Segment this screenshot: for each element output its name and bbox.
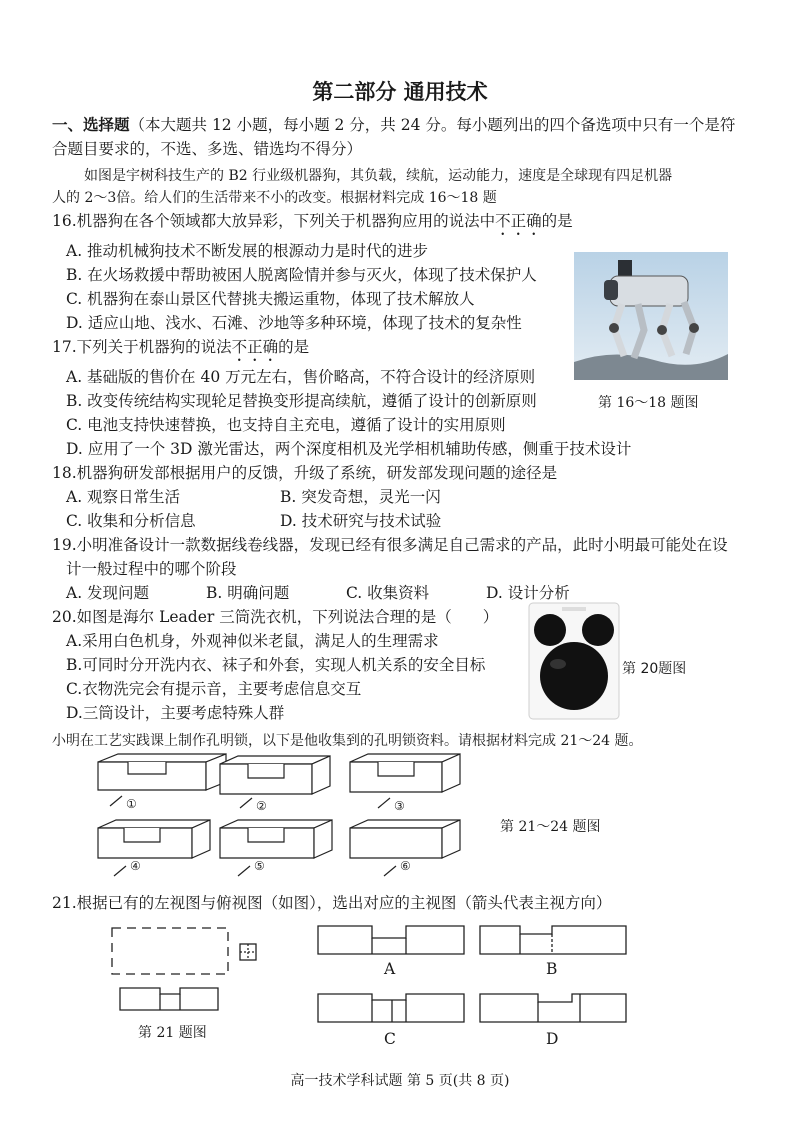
lock-piece-1 [98, 754, 226, 790]
section-heading: 一、选择题 [52, 115, 130, 134]
q16-option-b: B. 在火场救援中帮助被困人脱离险情并参与灭火，体现了技术保护人 [66, 266, 537, 284]
q17-stem-text: 17.下列关于机器狗的说法 [52, 338, 232, 356]
q17-stem [52, 336, 309, 365]
q16-stem-end: 的是 [541, 212, 573, 230]
fig20-caption: 第 20题图 [622, 661, 687, 677]
lock-piece-2 [220, 756, 330, 794]
q19-stem-line1: 19.小明准备设计一款数据线卷线器，发现已经有很多满足自己需求的产品，此时小明最可能处在设 [52, 536, 728, 554]
q19-option-d: D. 设计分析 [486, 584, 570, 602]
robot-dog-photo [574, 252, 728, 380]
q21-choice-c-label: C [384, 1030, 396, 1048]
lock-label-3: ③ [394, 799, 405, 813]
q17-option-c: C. 电池支持快速替换，也支持自主充电，遵循了设计的实用原则 [66, 416, 506, 434]
lock-label-6: ⑥ [400, 859, 411, 873]
page-footer: 高一技术学科试题 第 5 页(共 8 页) [290, 1073, 510, 1089]
material1-line2: 人的 2～3倍。给人们的生活带来不小的改变。根据材料完成 16～18 题 [52, 190, 497, 206]
washing-machine-photo [528, 602, 620, 720]
q16-emphasis: 不正确 [495, 212, 542, 230]
q18-option-b: B. 突发奇想，灵光一闪 [280, 488, 441, 506]
lock-label-5: ⑤ [254, 859, 265, 873]
q16-stem [52, 210, 573, 239]
q21-choice-a-label: A [384, 960, 396, 978]
q19-stem-line2: 计一般过程中的哪个阶段 [66, 560, 237, 578]
lock-piece-4 [98, 820, 210, 858]
lock-label-1: ① [126, 797, 137, 811]
lock-piece-3 [350, 754, 460, 792]
q21-stem: 21.根据已有的左视图与俯视图（如图），选出对应的主视图（箭头代表主视方向） [52, 894, 612, 912]
q21-choice-d-label: D [546, 1030, 559, 1048]
q18-stem: 18.机器狗研发部根据用户的反馈，升级了系统，研发部发现问题的途径是 [52, 464, 558, 482]
q16-option-a: A. 推动机械狗技术不断发展的根源动力是时代的进步 [66, 242, 429, 260]
fig21-24-caption: 第 21～24 题图 [500, 819, 601, 835]
q18-option-d: D. 技术研究与技术试验 [280, 512, 442, 530]
instructions-line1: （本大题共 12 小题，每小题 2 分，共 24 分。每小题列出的四个备选项中只有一个是符 [129, 116, 736, 134]
instructions-line2: 合题目要求的，不选、多选、错选均不得分） [52, 140, 363, 158]
q21-choice-b-view [478, 924, 628, 956]
q20-option-b: B.可同时分开洗内衣、袜子和外套，实现人机关系的安全目标 [66, 656, 486, 674]
q21-choice-d-view [478, 992, 628, 1024]
q20-stem: 20.如图是海尔 Leader 三筒洗衣机，下列说法合理的是（ ） [52, 608, 499, 626]
kongming-lock-figures [88, 752, 478, 882]
q20-option-d: D.三筒设计，主要考虑特殊人群 [66, 704, 285, 722]
q16-option-c: C. 机器狗在泰山景区代替挑夫搬运重物，体现了技术解放人 [66, 290, 475, 308]
q17-option-d: D. 应用了一个 3D 激光雷达，两个深度相机及光学相机辅助传感，侧重于技术设计 [66, 440, 632, 458]
q17-stem-end: 的是 [278, 338, 310, 356]
section-instructions [52, 114, 735, 136]
q18-option-a: A. 观察日常生活 [66, 488, 181, 506]
lock-piece-5 [220, 820, 332, 858]
q21-fig-caption: 第 21 题图 [138, 1025, 207, 1041]
q16-stem-text: 16.机器狗在各个领域都大放异彩，下列关于机器狗应用的说法中 [52, 212, 496, 230]
q17-option-b: B. 改变传统结构实现轮足替换变形提高续航，遵循了设计的创新原则 [66, 392, 537, 410]
q17-emphasis: 不正确 [231, 338, 279, 356]
material1-line1: 如图是宇树科技生产的 B2 行业级机器狗，其负载，续航，运动能力，速度是全球现有四足机器 [84, 168, 673, 184]
q18-option-c: C. 收集和分析信息 [66, 512, 196, 530]
q20-option-a: A.采用白色机身，外观神似米老鼠，满足人的生理需求 [66, 632, 439, 650]
q21-given-views [108, 924, 278, 1020]
page-title: 第二部分 通用技术 [312, 80, 488, 104]
q17-option-a: A. 基础版的售价在 40 万元左右，售价略高，不符合设计的经济原则 [66, 368, 536, 386]
q19-option-c: C. 收集资料 [346, 584, 430, 602]
q19-option-a: A. 发现问题 [66, 584, 150, 602]
material2: 小明在工艺实践课上制作孔明锁，以下是他收集到的孔明锁资料。请根据材料完成 21～24 题。 [52, 733, 643, 749]
fig16-caption: 第 16～18 题图 [598, 395, 699, 411]
lock-label-4: ④ [130, 859, 141, 873]
q21-choice-b-label: B [546, 960, 558, 978]
q21-choice-c-view [316, 992, 466, 1024]
lock-label-2: ② [256, 799, 267, 813]
q20-option-c: C.衣物洗完会有提示音，主要考虑信息交互 [66, 680, 362, 698]
q16-option-d: D. 适应山地、浅水、石滩、沙地等多种环境，体现了技术的复杂性 [66, 314, 522, 332]
lock-piece-6 [350, 820, 460, 858]
q19-option-b: B. 明确问题 [206, 584, 290, 602]
